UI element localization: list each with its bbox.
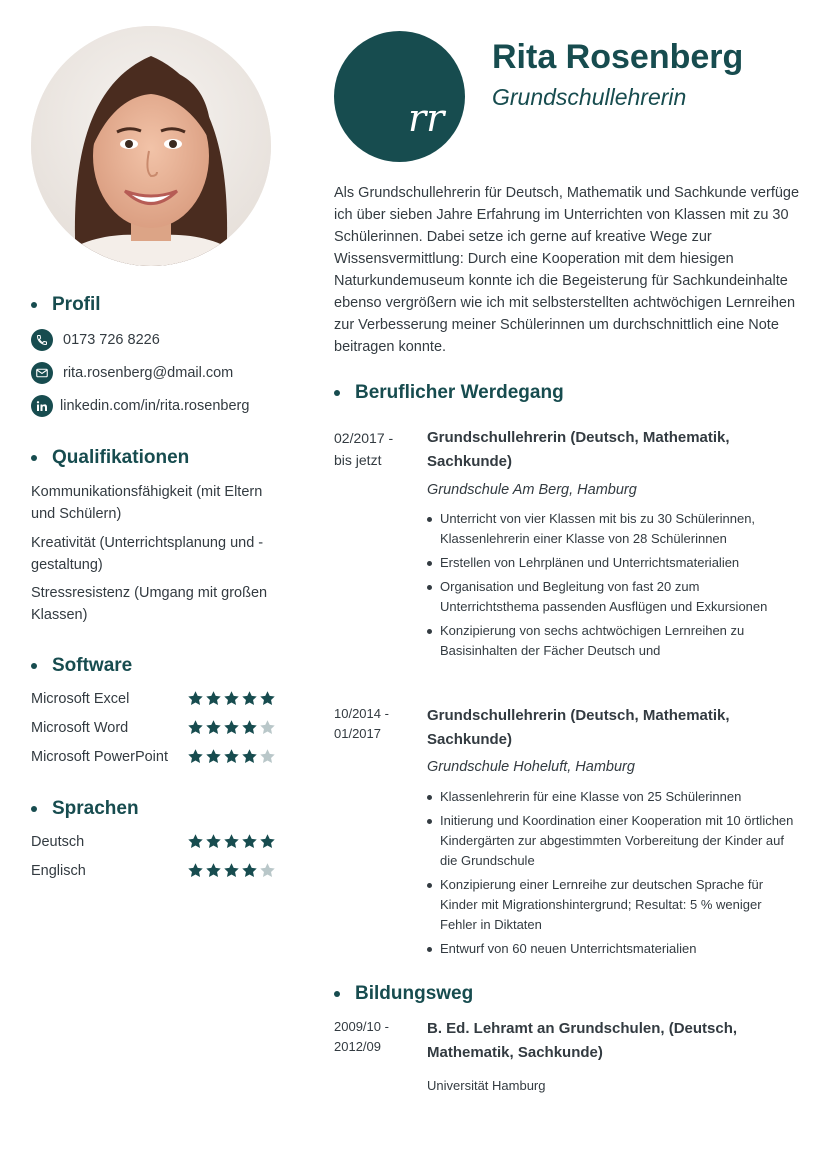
skill-name: Microsoft Excel — [31, 690, 130, 707]
star-empty-icon — [259, 719, 276, 736]
linkedin-text: linkedin.com/in/rita.rosenberg — [60, 398, 250, 414]
main-content — [334, 0, 804, 1176]
email-text: rita.rosenberg@dmail.com — [63, 365, 234, 381]
language-item — [31, 862, 276, 879]
language-rating — [187, 833, 276, 850]
monogram-logo — [334, 31, 465, 162]
linkedin-icon — [31, 395, 53, 417]
software-item — [31, 748, 276, 765]
star-filled-icon — [187, 833, 204, 850]
person-role: Grundschullehrerin — [492, 84, 687, 110]
experience-title-text: Beruflicher Werdegang — [355, 382, 564, 403]
sidebar — [0, 0, 300, 1176]
languages-title-text: Sprachen — [52, 798, 139, 819]
star-filled-icon — [241, 862, 258, 879]
software-title-text: Software — [52, 655, 133, 676]
job-date: 10/2014 - 01/2017 — [334, 706, 389, 741]
skill-rating — [187, 690, 276, 707]
star-filled-icon — [241, 719, 258, 736]
software-item — [31, 690, 276, 707]
star-filled-icon — [223, 862, 240, 879]
job-bullets — [427, 509, 797, 665]
profile-title-text: Profil — [52, 294, 101, 315]
job-bullet: Konzipierung von sechs achtwöchigen Lernreihen zu Basisinhalten der Fächer Deutsch und — [427, 621, 797, 661]
job-bullet: Unterricht von vier Klassen mit bis zu 30 Schülerinnen, Klassenlehrerin einer Klasse von 28 Schülerinnen — [427, 509, 797, 549]
star-filled-icon — [187, 748, 204, 765]
skill-rating — [187, 719, 276, 736]
qualifications-title-text: Qualifikationen — [52, 447, 190, 468]
job-title: Grundschullehrerin (Deutsch, Mathematik, Sachkunde) — [427, 707, 730, 748]
bullet-dot — [334, 991, 340, 997]
star-filled-icon — [223, 719, 240, 736]
star-filled-icon — [223, 748, 240, 765]
profile-photo — [31, 26, 271, 266]
job-bullet: Klassenlehrerin für eine Klasse von 25 Schülerinnen — [427, 787, 797, 807]
bullet-dot — [31, 302, 37, 308]
star-empty-icon — [259, 748, 276, 765]
job-bullet: Organisation und Begleitung von fast 20 zum Unterrichtsthema passenden Ausflügen und Exkursionen — [427, 577, 797, 617]
job-company: Grundschule Am Berg, Hamburg — [427, 482, 637, 498]
contact-phone[interactable] — [31, 329, 160, 351]
job-bullet: Entwurf von 60 neuen Unterrichtsmaterialien — [427, 939, 797, 959]
languages-section-title — [31, 798, 139, 820]
bullet-dot — [31, 663, 37, 669]
star-filled-icon — [205, 690, 222, 707]
bullet-dot — [31, 455, 37, 461]
skill-name: Microsoft Word — [31, 719, 129, 736]
qualification-item: Kommunikationsfähigkeit (mit Eltern und Schülern) — [31, 484, 263, 522]
star-filled-icon — [205, 719, 222, 736]
star-filled-icon — [205, 833, 222, 850]
job-date: 02/2017 - bis jetzt — [334, 430, 394, 468]
education-title-text: Bildungsweg — [355, 983, 474, 1004]
education-school: Universität Hamburg — [427, 1078, 546, 1093]
skill-rating — [187, 748, 276, 765]
job-title: Grundschullehrerin (Deutsch, Mathematik, Sachkunde) — [427, 429, 730, 470]
star-filled-icon — [187, 719, 204, 736]
qualifications-section-title — [31, 447, 189, 469]
language-item — [31, 833, 276, 850]
contact-email[interactable] — [31, 362, 233, 384]
star-filled-icon — [241, 748, 258, 765]
job-bullets — [427, 787, 797, 963]
language-rating — [187, 862, 276, 879]
contact-linkedin[interactable] — [31, 395, 249, 417]
job-bullet: Konzipierung einer Lernreihe zur deutschen Sprache für Kinder mit Migrationshintergrund; Resultat: 5 % weniger Fehler in Diktaten — [427, 875, 797, 935]
monogram-text: rr — [408, 96, 445, 140]
bullet-dot — [334, 390, 340, 396]
language-name: Englisch — [31, 862, 86, 879]
star-filled-icon — [187, 862, 204, 879]
job-bullet: Erstellen von Lehrplänen und Unterrichtsmaterialien — [427, 553, 797, 573]
skill-name: Microsoft PowerPoint — [31, 748, 168, 765]
person-name: Rita Rosenberg — [492, 38, 744, 76]
star-filled-icon — [223, 690, 240, 707]
education-date: 2009/10 - 2012/09 — [334, 1019, 389, 1054]
profile-summary: Als Grundschullehrerin für Deutsch, Mathematik und Sachkunde verfüge ich über sieben Jahre Erfahrung im Unterrichten von Klassen mit zu 30 Schülerinnen. Dabei setze ich gerne auf kreative Wege zur Wissensvermittlung: Durch eine Kooperation mit dem hiesigen Naturkundemuseum konnte ich die Begeisterung für Sachkundeinhalte ebenso vergrößern wie ich mit selbsterstellten achtwöchigen Lernreihen zur Verbesserung meiner Schülerinnen um durchschnittlich eine Note beitragen konnte. — [334, 185, 800, 355]
profile-section-title — [31, 294, 101, 316]
phone-text: 0173 726 8226 — [63, 332, 160, 348]
star-filled-icon — [259, 833, 276, 850]
education-section-title — [334, 983, 473, 1005]
job-company: Grundschule Hoheluft, Hamburg — [427, 759, 635, 775]
language-name: Deutsch — [31, 833, 85, 850]
phone-icon — [31, 329, 53, 351]
qualification-item: Kreativität (Unterrichtsplanung und -gestaltung) — [31, 535, 264, 573]
star-filled-icon — [205, 862, 222, 879]
star-empty-icon — [259, 862, 276, 879]
job-bullet: Initierung und Koordination einer Kooperation mit 10 örtlichen Kindergärten zur abgestimmten Vorbereitung der Kinder auf die Grundschule — [427, 811, 797, 871]
star-filled-icon — [205, 748, 222, 765]
star-filled-icon — [223, 833, 240, 850]
star-filled-icon — [241, 833, 258, 850]
star-filled-icon — [241, 690, 258, 707]
qualification-item: Stressresistenz (Umgang mit großen Klassen) — [31, 585, 268, 623]
bullet-dot — [31, 806, 37, 812]
education-title: B. Ed. Lehramt an Grundschulen, (Deutsch, Mathematik, Sachkunde) — [427, 1020, 738, 1061]
star-filled-icon — [259, 690, 276, 707]
mail-icon — [31, 362, 53, 384]
portrait-image — [31, 26, 271, 266]
software-section-title — [31, 655, 132, 677]
software-item — [31, 719, 276, 736]
experience-section-title — [334, 382, 564, 404]
star-filled-icon — [187, 690, 204, 707]
